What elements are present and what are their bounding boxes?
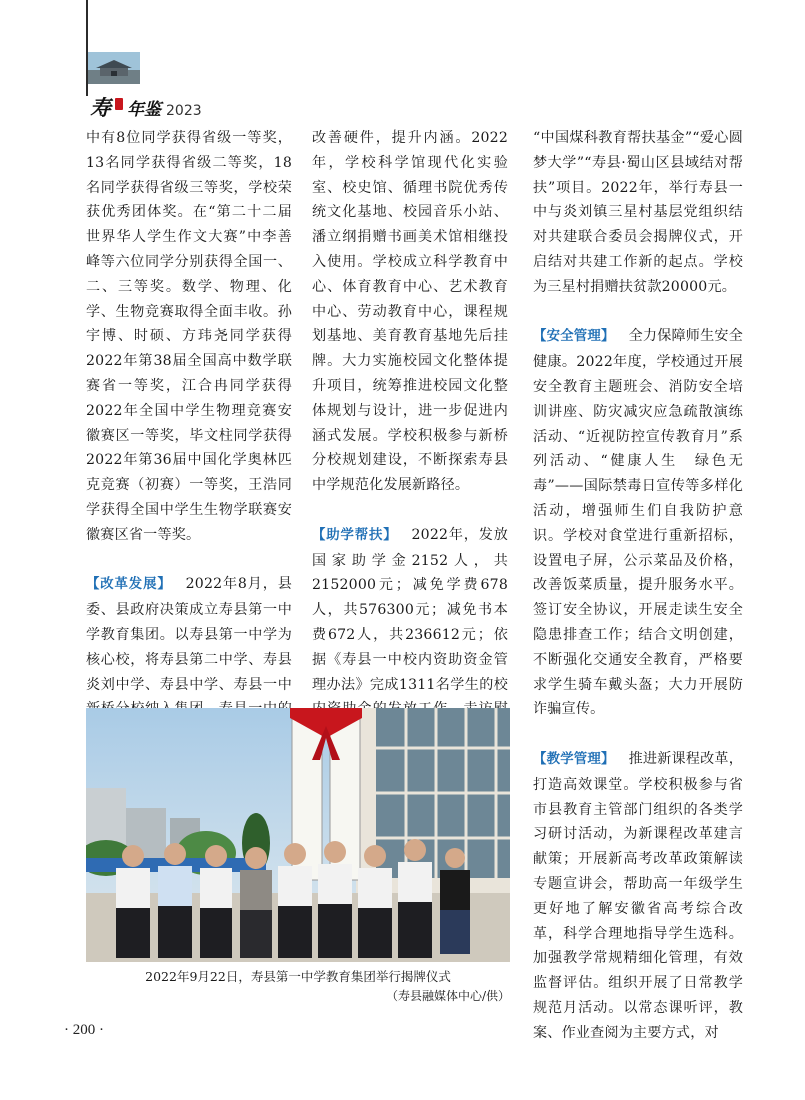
section-paragraph <box>533 747 743 1046</box>
seal-icon <box>115 98 123 110</box>
section-paragraph <box>533 324 743 722</box>
ceremony-photo <box>86 708 510 962</box>
yearbook-title <box>90 92 202 120</box>
text-column-2 <box>312 126 508 797</box>
page-number: · 200 · <box>64 1022 104 1038</box>
title-shou: 寿 <box>90 95 111 120</box>
photo-credit: （寿县融媒体中心/供） <box>385 989 510 1003</box>
section-heading: 【教学管理】 <box>533 751 615 767</box>
title-nianjian: 年鉴 <box>127 100 161 120</box>
text-column-1 <box>86 126 292 747</box>
photo-caption: 2022年9月22日，寿县第一中学教育集团举行揭牌仪式 <box>145 969 451 984</box>
paragraph: 改善硬件，提升内涵。2022年，学校科学馆现代化实验室、校史馆、循理书院优秀传统文化基地、校园音乐小站、潘立纲捐赠书画美术馆相继投入使用。学校成立科学教育中心、体育教育中心、艺术教育中心、劳动教育中心，课程规划基地、美育教育基地先后挂牌。大力实施校园文化整体提升项目，统筹推进校园文化整体规划与设计，进一步促进内涵式发展。学校积极参与新桥分校规划建设，不断探索寿县中学规范化发展新路径。 <box>312 130 508 494</box>
section-heading: 【改革发展】 <box>86 577 172 593</box>
text-column-3 <box>533 126 743 1045</box>
section-text: 全力保障师生安全健康。2022年度，学校通过开展安全教育主题班会、消防安全培训讲座、防灾减灾应急疏散演练活动、“近视防控宣传教育月”系列活动、“健康人生 绿色无毒”——国际禁毒日宣传等多样化活动，增强师生们自我防护意识。学校对食堂进行重新招标，设置电子屏，公示菜品及价格，改善饭菜质量，提升服务水平。签订安全协议，开展走读生安全隐患排查工作；结合文明创建，不断强化交通安全教育，严格要求学生骑车戴头盔；大力开展防诈骗宣传。 <box>533 328 743 718</box>
title-year: 2023 <box>166 103 202 119</box>
header-thumbnail <box>88 52 140 84</box>
section-text: 2022年8月，县委、县政府决策成立寿县第一中学教育集团。以寿县第一中学为核心校，将寿县第二中学、寿县炎刘中学、寿县中学、寿县一中 <box>86 576 292 693</box>
section-text: 推进新课程改革，打造高效课堂。学校积极参与省市县教育主管部门组织的各类学习研讨活动，为新课程改革建言献策；开展新高考改革政策解读专题宣讲会，帮助高一年级学生更好地了解安徽省高考综合改革，科学合理地指导学生选科。加强教学常规精细化管理，有效监督评估。组织开展了日常教学规范月活动。以常态课听评，教案、作业查阅为主要方式，对 <box>533 750 743 1041</box>
section-heading: 【安全管理】 <box>533 329 615 345</box>
paragraph: “中国煤科教育帮扶基金”“爱心圆梦大学”“寿县·蜀山区县域结对帮扶”项目。2022年，举行寿县一中与炎刘镇三星村基层党组织结对共建联合委员会揭牌仪式，开启结对共建工作新的起点。学校为三星村捐赠扶贫款20000元。 <box>533 130 743 295</box>
section-text: 2022年，发放国家助学金2152人，共2152000元；减免学费678人，共576300元；减免书本费672人，共236612元；依据《寿县一中校内资助资金管理办法》完成1311名学生的校 <box>312 526 509 693</box>
section-heading: 【助学帮扶】 <box>312 527 398 543</box>
paragraph: 中有8位同学获得省级一等奖，13名同学获得省级二等奖，18名同学获得省级三等奖，学校荣获优秀团体奖。在“第二十二届世界华人学生作文大赛”中李善峰等六位同学分别获得全国一、二、三等奖。数学、物理、化学、生物竞赛取得全面丰收。孙宇博、时硕、方玮尧同学获得2022年第38届全国高中数学联赛省一等奖，江合冉同学获得2022年全国中学生物理竞赛安徽赛区一等奖，毕文柱同学获得2022年第36届中国化学奥林匹克竞赛（初赛）一等奖，王浩同学获得全国中学生生物学联赛安徽赛区省一等奖。 <box>86 130 292 543</box>
